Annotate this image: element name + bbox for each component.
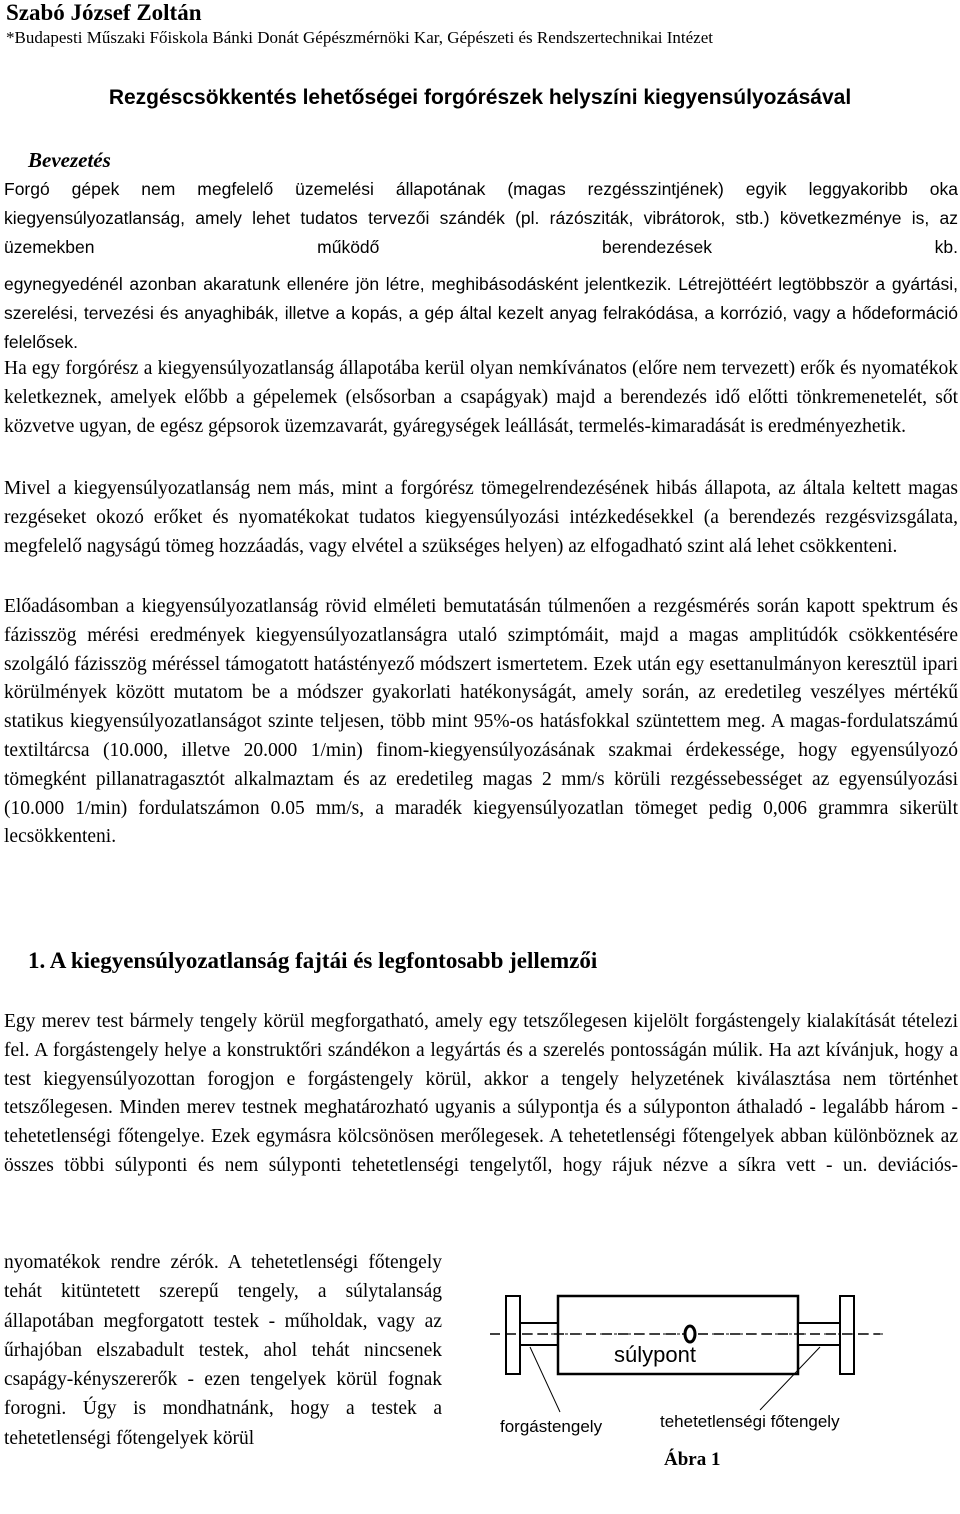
center-of-mass-marker	[685, 1326, 695, 1342]
left-flange	[506, 1296, 520, 1374]
section-heading: 1. A kiegyensúlyozatlanság fajtái és legfontosabb jellemzői	[28, 948, 598, 973]
intro-paragraph-3: Ha egy forgórész a kiegyensúlyozatlanság állapotába kerül olyan nemkívánatos (előre nem tervezett) erők és nyomatékok keletkeznek, amelyek előbb a gépelemek (elsősorban a csapágyak) majd a berendezés idő előtti tönkremenetelét, sőt közvetve ugyan, de egész gépsorok üzemzavarát, gyáregységek leállását, termelés-kimaradását is eredményezhetik.	[4, 358, 958, 437]
paper-title: Rezgéscsökkentés lehetőségei forgórészek helyszíni kiegyensúlyozásával	[108, 86, 852, 109]
intro-heading: Bevezetés	[28, 148, 111, 172]
principal-axis-label: tehetetlenségi főtengely	[660, 1412, 840, 1431]
author-name: Szabó József Zoltán	[6, 0, 202, 25]
author-affiliation: *Budapesti Műszaki Főiskola Bánki Donát Gépészmérnöki Kar, Gépészeti és Rendszertechnikai Intézet	[6, 28, 713, 47]
intro-paragraph-4: Mivel a kiegyensúlyozatlanság nem más, mint a forgórész tömegelrendezésének hibás állapota, az általa keltett magas rezgéseket okozó erőket és nyomatékokat tudatos kiegyensúlyozási intézkedésekkel (a berendezés rezgésvizsgálata, megfelelő nagyságú tömeg hozzáadás, vagy elvétel a szükséges helyen) az elfogadható szint alá lehet csökkenteni.	[4, 478, 958, 557]
section-paragraph-1: Egy merev test bármely tengely körül megforgatható, amely egy tetszőlegesen kijelölt forgástengely kialakítását tételezi fel. A forgástengely helye a konstruktőri szándékon a legyártás és a szerelés pontosságán múlik. Ha azt kívánjuk, hogy a test kiegyensúlyozottan forogjon e forgástengely körül, akkor a tengely helyzetének kiválasztása nem történhet tetszőlegesen. Minden merev testnek meghatározható ugyanis a súlypontja és a súlyponton áthaladó - legalább három - tehetetlenségi főtengelye. Ezek egymásra kölcsönösen merőlegesek. A tehetetlenségi főtengelyek abban különböznek az összes többi súlyponti és nem súlyponti tehetetlenségi tengelytől, hogy rájuk nézve a síkra vett - un. deviációs-	[4, 1011, 958, 1176]
right-flange	[840, 1296, 854, 1374]
rotation-axis-label: forgástengely	[500, 1417, 603, 1436]
section-paragraph-2: nyomatékok rendre zérók. A tehetetlenségi főtengely tehát kitüntetett szerepű tengely, a súlytalanság állapotában megforgatott testek - műholdak, vagy az űrhajóban elszabadult testek, ahol tehát nincsenek csapágy-kényszererők - ezen tengelyek körül fognak forogni. Úgy is mondhatnánk, hogy a testek a tehetetlenségi főtengelyek körül	[4, 1252, 442, 1449]
figure-rotor-axes	[490, 1272, 910, 1492]
intro-paragraph-2: egynegyedénél azonban akaratunk ellenére jön létre, meghibásodásként jelentkezik. Létrejöttéért legtöbbször a gyártási, szerelési, tervezési és anyaghibák, illetve a kopás, a gép által kezelt anyag felrakódása, a korrózió, vagy a hődeformáció felelősek.	[4, 274, 958, 352]
figure-caption: Ábra 1	[664, 1449, 721, 1470]
intro-paragraph-5: Előadásomban a kiegyensúlyozatlanság rövid elméleti bemutatásán túlmenően a rezgésmérés során kapott spektrum és fázisszög mérési eredmények kiegyensúlyozatlanságra utaló szimptómáit, majd a magas amplitúdók csökkentésére szolgáló fázisszög méréssel támogatott hatástényező módszert ismertetem. Ezek után egy esettanulmányon keresztül ipari körülmények között mutatom be a módszer gyakorlati hatékonyságát, amely során, az eredetileg veszélyes mértékű statikus kiegyensúlyozatlanságot szinte teljesen, több mint 95%-os hatásfokkal szüntettem meg. A magas-fordulatszámú textiltárcsa (10.000, illetve 20.000 1/min) finom-kiegyensúlyozásának szakmai érdekessége, hogy egyensúlyozó tömegként pillanatragasztót alkalmaztam és az eredetileg magas 2 mm/s körüli rezgéssebességet az egyensúlyozási (10.000 1/min) fordulatszámon 0.05 mm/s, a maradék kiegyensúlyozatlan tömeget pedig 0,006 grammra sikerült lecsökkenteni.	[4, 596, 958, 848]
axis-leader-line	[530, 1347, 560, 1412]
intro-paragraph-1: Forgó gépek nem megfelelő üzemelési állapotának (magas rezgésszintjének) egyik leggyakoribb oka kiegyensúlyozatlanság, amely lehet tudatos tervezői szándék (pl. rázósziták, vibrátorok, stb.) következménye is, az üzemekben működő berendezések kb.	[4, 179, 958, 257]
center-of-mass-label: súlypont	[614, 1342, 696, 1367]
